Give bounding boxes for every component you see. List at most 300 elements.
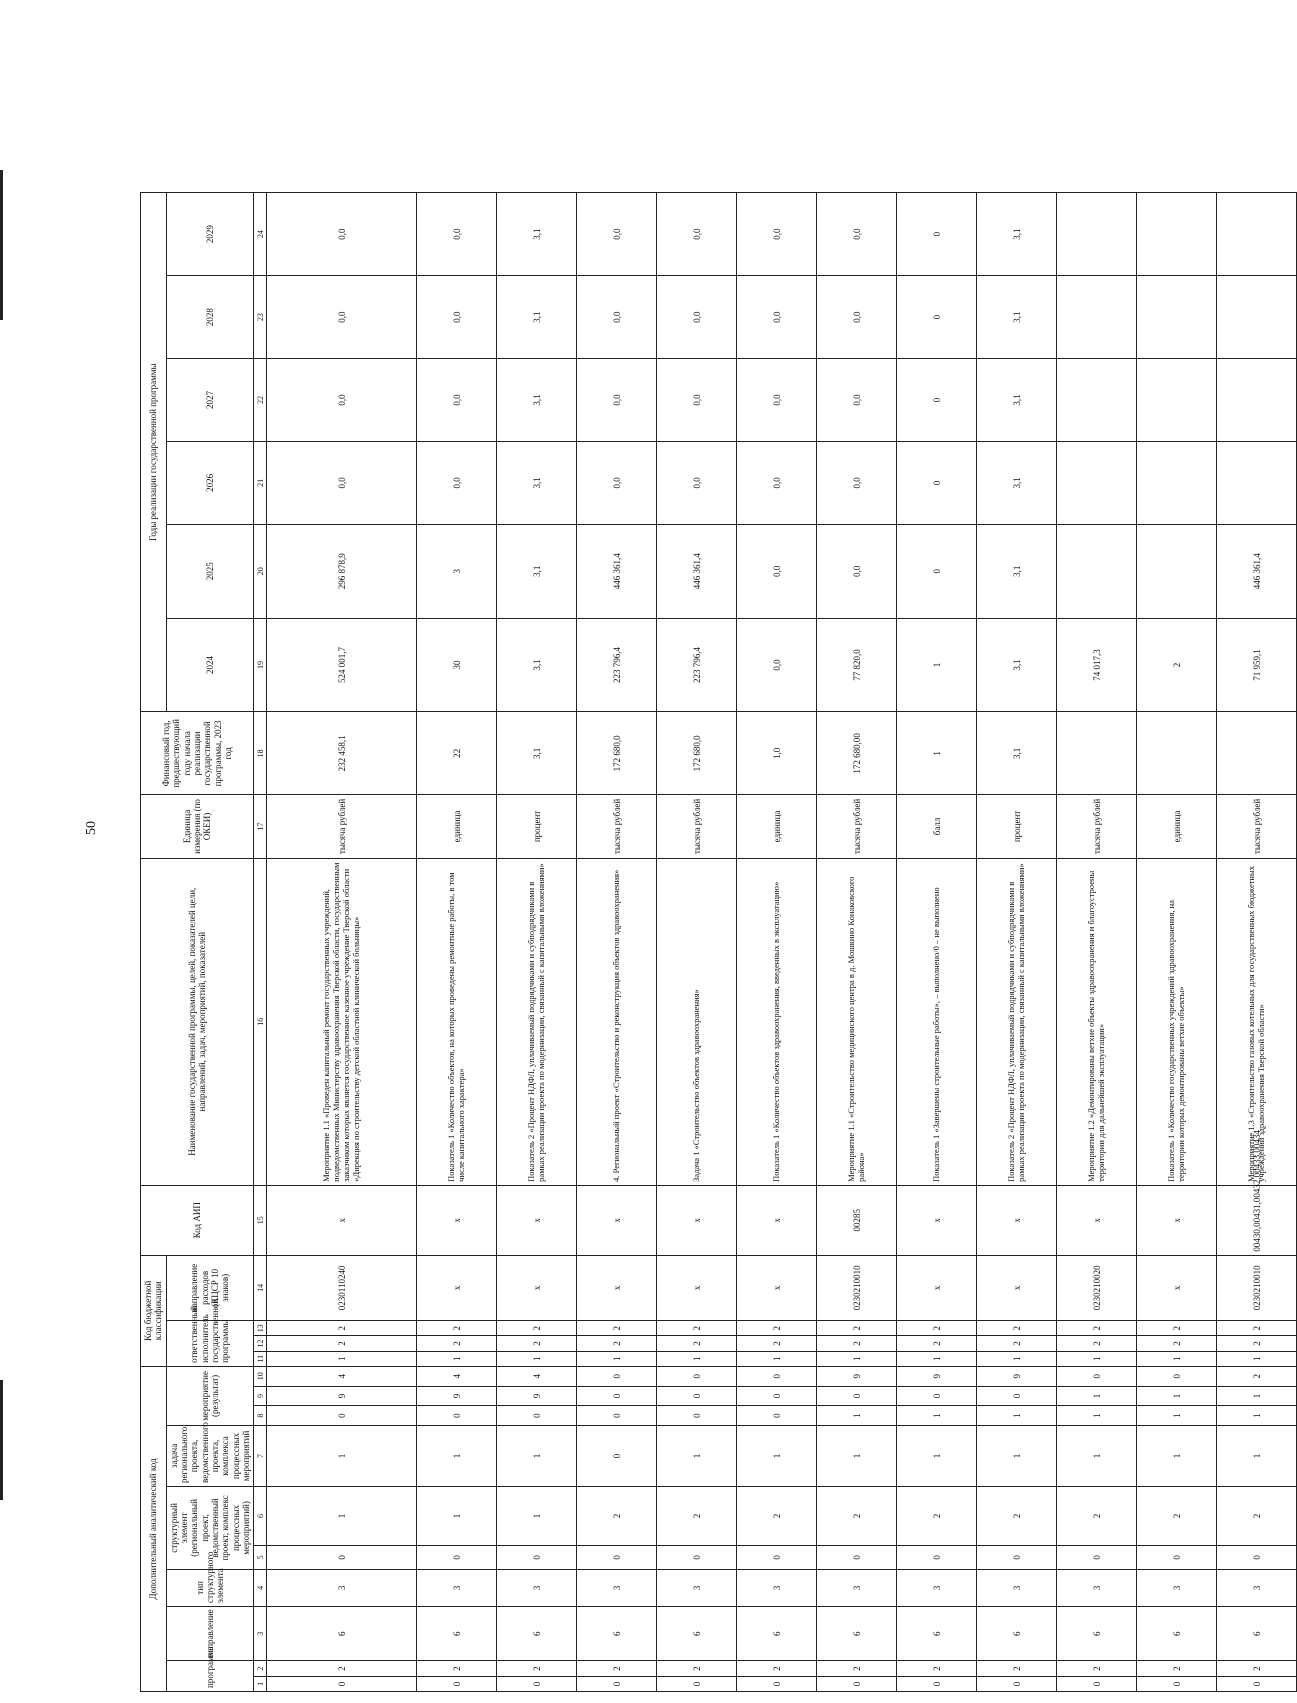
base-year-value-cell (1137, 712, 1217, 795)
code-cell: 2 (267, 1321, 417, 1336)
code-cell: 1 (1137, 1406, 1217, 1426)
code-cell: 1 (1057, 1386, 1137, 1406)
base-year-value-cell: 22 (417, 712, 497, 795)
unit-cell: тысяча рублей (817, 795, 897, 858)
code-cell: 2 (1217, 1321, 1297, 1336)
code-cell: 9 (897, 1366, 977, 1386)
code-cell: 1 (417, 1425, 497, 1486)
code-cell: 0 (1057, 1545, 1137, 1569)
year-value-cell: 0,0 (737, 193, 817, 276)
year-value-cell (1217, 276, 1297, 359)
code-cell: 1 (817, 1406, 897, 1426)
code-cell: 9 (417, 1386, 497, 1406)
aip-code-cell: х (897, 1185, 977, 1255)
column-number: 2 (254, 1661, 267, 1676)
code-cell: 3 (497, 1569, 577, 1606)
column-number: 9 (254, 1386, 267, 1406)
table-row (267, 193, 417, 1692)
year-value-cell: 0,0 (417, 276, 497, 359)
unit-cell: балл (897, 795, 977, 858)
column-number: 4 (254, 1569, 267, 1606)
code-cell: 2 (1137, 1661, 1217, 1676)
item-name-cell: Мероприятие 1.3 «Строительство газовых котельных для государственных бюджетных учреждений здравоохранения Тверской области» (1217, 858, 1297, 1185)
code-cell: 2 (897, 1661, 977, 1676)
code-cell: 3 (817, 1569, 897, 1606)
code-cell: 0 (817, 1676, 897, 1691)
column-number: 23 (254, 276, 267, 359)
expense-code-cell: 0230210010 (1217, 1255, 1297, 1320)
code-cell: 0 (817, 1386, 897, 1406)
code-cell: 2 (417, 1336, 497, 1351)
code-cell: 2 (577, 1336, 657, 1351)
year-value-cell: 0,0 (577, 441, 657, 524)
code-cell: 0 (897, 1545, 977, 1569)
year-value-cell: 0,0 (737, 618, 817, 712)
code-cell: 2 (817, 1336, 897, 1351)
code-cell: 3 (1057, 1569, 1137, 1606)
column-number: 1 (254, 1676, 267, 1691)
code-cell: 2 (1137, 1486, 1217, 1545)
code-cell: 2 (1137, 1336, 1217, 1351)
year-value-cell: 3,1 (497, 524, 577, 618)
column-number: 14 (254, 1255, 267, 1320)
year-value-cell: 3,1 (977, 618, 1057, 712)
year-value-cell (1137, 524, 1217, 618)
header-type: тип структурного элемента (166, 1569, 254, 1606)
year-value-cell: 296 878,9 (267, 524, 417, 618)
code-cell: 0 (267, 1545, 417, 1569)
code-cell: 0 (657, 1366, 737, 1386)
code-cell: 2 (897, 1321, 977, 1336)
expense-code-cell: 0230210010 (817, 1255, 897, 1320)
code-cell: 6 (577, 1606, 657, 1661)
code-cell: 0 (267, 1676, 417, 1691)
code-cell: 0 (1057, 1676, 1137, 1691)
code-cell: 1 (1137, 1351, 1217, 1366)
year-value-cell: 0,0 (267, 359, 417, 442)
year-value-cell: 3,1 (497, 359, 577, 442)
base-year-value-cell: 3,1 (497, 712, 577, 795)
header-year-2028: 2028 (166, 276, 254, 359)
aip-code-cell: 00430,00431,00432,00433,00434 (1217, 1185, 1297, 1255)
aip-code-cell: х (497, 1185, 577, 1255)
year-value-cell: 0,0 (817, 441, 897, 524)
code-cell: 2 (897, 1486, 977, 1545)
code-cell: 2 (1217, 1336, 1297, 1351)
code-cell: 0 (1137, 1545, 1217, 1569)
code-cell: 3 (1217, 1569, 1297, 1606)
year-value-cell: 30 (417, 618, 497, 712)
aip-code-cell: х (577, 1185, 657, 1255)
year-value-cell: 446 361,4 (577, 524, 657, 618)
year-value-cell: 223 796,4 (577, 618, 657, 712)
expense-code-cell: х (977, 1255, 1057, 1320)
code-cell: 1 (417, 1486, 497, 1545)
year-value-cell: 446 361,4 (657, 524, 737, 618)
code-cell: 0 (657, 1676, 737, 1691)
code-cell: 2 (817, 1661, 897, 1676)
code-cell: 0 (577, 1386, 657, 1406)
code-cell: 2 (977, 1661, 1057, 1676)
aip-code-cell: х (657, 1185, 737, 1255)
code-cell: 9 (497, 1386, 577, 1406)
year-value-cell: 0,0 (737, 276, 817, 359)
year-value-cell: 0 (897, 193, 977, 276)
code-cell: 1 (817, 1351, 897, 1366)
code-cell: 2 (657, 1321, 737, 1336)
year-value-cell: 0,0 (817, 276, 897, 359)
code-cell: 9 (817, 1366, 897, 1386)
code-cell: 0 (1057, 1366, 1137, 1386)
code-cell: 2 (977, 1336, 1057, 1351)
unit-cell: тысяча рублей (1217, 795, 1297, 858)
year-value-cell: 3,1 (497, 276, 577, 359)
year-value-cell: 71 959,1 (1217, 618, 1297, 712)
unit-cell: единица (417, 795, 497, 858)
code-cell: 6 (737, 1606, 817, 1661)
year-value-cell: 1 (897, 618, 977, 712)
column-number: 13 (254, 1321, 267, 1336)
year-value-cell (1137, 359, 1217, 442)
code-cell: 0 (417, 1676, 497, 1691)
expense-code-cell: 0230210020 (1057, 1255, 1137, 1320)
aip-code-cell: 00285 (817, 1185, 897, 1255)
table-row (497, 193, 577, 1692)
header-aip: Код АИП (141, 1185, 254, 1255)
code-cell: 0 (1217, 1545, 1297, 1569)
code-cell: 1 (577, 1351, 657, 1366)
code-cell: 3 (897, 1569, 977, 1606)
code-cell: 0 (1137, 1676, 1217, 1691)
header-direction: направление (166, 1606, 254, 1661)
code-cell: 9 (267, 1386, 417, 1406)
year-value-cell (1217, 193, 1297, 276)
header-unit: Единица измерения (по ОКЕИ) (141, 795, 254, 858)
year-value-cell: 3,1 (497, 193, 577, 276)
code-cell: 3 (977, 1569, 1057, 1606)
header-budget-code: Код бюджетной классификации (141, 1255, 167, 1366)
column-number-row (254, 193, 267, 1692)
year-value-cell: 3,1 (977, 276, 1057, 359)
code-cell: 2 (1217, 1366, 1297, 1386)
code-cell: 6 (897, 1606, 977, 1661)
code-cell: 1 (977, 1406, 1057, 1426)
page-number: 50 (84, 821, 99, 835)
expense-code-cell: 0230110240 (267, 1255, 417, 1320)
code-cell: 1 (897, 1406, 977, 1426)
code-cell: 4 (417, 1366, 497, 1386)
code-cell: 0 (817, 1545, 897, 1569)
code-cell: 6 (267, 1606, 417, 1661)
expense-code-cell: х (577, 1255, 657, 1320)
header-year-2029: 2029 (166, 193, 254, 276)
year-value-cell: 0,0 (817, 193, 897, 276)
year-value-cell: 0,0 (817, 359, 897, 442)
year-value-cell: 3,1 (977, 193, 1057, 276)
year-value-cell: 77 820,0 (817, 618, 897, 712)
item-name-cell: Задача 1 «Строительство объектов здравоохранения» (657, 858, 737, 1185)
code-cell: 2 (417, 1661, 497, 1676)
code-cell: 0 (497, 1406, 577, 1426)
unit-cell: единица (737, 795, 817, 858)
code-cell: 3 (417, 1569, 497, 1606)
base-year-value-cell: 3,1 (977, 712, 1057, 795)
code-cell: 2 (577, 1661, 657, 1676)
aip-code-cell: х (977, 1185, 1057, 1255)
code-cell: 0 (737, 1366, 817, 1386)
code-cell: 0 (1137, 1366, 1217, 1386)
table-row (1137, 193, 1217, 1692)
code-cell: 2 (897, 1336, 977, 1351)
table-row (1217, 193, 1297, 1692)
code-cell: 6 (817, 1606, 897, 1661)
code-cell: 1 (1217, 1386, 1297, 1406)
code-cell: 1 (817, 1425, 897, 1486)
year-value-cell: 0,0 (577, 193, 657, 276)
code-cell: 0 (577, 1406, 657, 1426)
code-cell: 0 (657, 1545, 737, 1569)
item-name-cell: Показатель 1 «Количество государственных учреждений здравоохранения, на территории которых демонтированы ветхие объекты» (1137, 858, 1217, 1185)
item-name-cell: Мероприятие 1.1 «Проведен капитальный ремонт государственных учреждений, подведомственных Министерству здравоохранения Тверской области, государственным заказчиком которых является государственное казенное учреждение Тверской области «Дирекция по строительству детской областной клинической больницы» (267, 858, 417, 1185)
code-cell: 0 (977, 1386, 1057, 1406)
column-number: 24 (254, 193, 267, 276)
code-cell: 1 (1217, 1406, 1297, 1426)
year-value-cell: 74 017,3 (1057, 618, 1137, 712)
header-row-groups (141, 193, 167, 1692)
aip-code-cell: х (417, 1185, 497, 1255)
code-cell: 2 (1057, 1486, 1137, 1545)
code-cell: 0 (577, 1425, 657, 1486)
item-name-cell: Показатель 1 «Количество объектов, на которых проведены ремонтные работы, в том числе капитального характера» (417, 858, 497, 1185)
year-value-cell (1217, 359, 1297, 442)
code-cell: 6 (497, 1606, 577, 1661)
code-cell: 2 (977, 1486, 1057, 1545)
column-number: 8 (254, 1406, 267, 1426)
year-value-cell: 0,0 (657, 276, 737, 359)
header-years-group: Годы реализации государственной программы (141, 193, 167, 712)
code-cell: 2 (267, 1336, 417, 1351)
header-year-2026: 2026 (166, 441, 254, 524)
rotated-document-table (140, 192, 1297, 1692)
code-cell: 3 (1137, 1569, 1217, 1606)
code-cell: 3 (657, 1569, 737, 1606)
year-value-cell: 0,0 (267, 276, 417, 359)
base-year-value-cell: 172 680,0 (577, 712, 657, 795)
code-cell: 0 (737, 1406, 817, 1426)
header-year-2027: 2027 (166, 359, 254, 442)
column-number: 7 (254, 1425, 267, 1486)
year-value-cell: 0,0 (737, 359, 817, 442)
code-cell: 2 (737, 1661, 817, 1676)
code-cell: 1 (267, 1351, 417, 1366)
code-cell: 0 (977, 1545, 1057, 1569)
year-value-cell: 0,0 (417, 441, 497, 524)
column-number: 3 (254, 1606, 267, 1661)
base-year-value-cell: 172 680,0 (657, 712, 737, 795)
code-cell: 1 (497, 1425, 577, 1486)
year-value-cell: 0,0 (417, 193, 497, 276)
code-cell: 0 (577, 1676, 657, 1691)
code-cell: 6 (417, 1606, 497, 1661)
year-value-cell (1057, 359, 1137, 442)
code-cell: 0 (577, 1366, 657, 1386)
code-cell: 2 (577, 1486, 657, 1545)
code-cell: 1 (977, 1425, 1057, 1486)
code-cell: 2 (657, 1336, 737, 1351)
year-value-cell (1137, 441, 1217, 524)
item-name-cell: Показатель 2 «Процент НДФЛ, уплачиваемый подрядчиками и субподрядчиками в рамках реализации проекта по модернизации, связанный с капитальными вложениями» (977, 858, 1057, 1185)
code-cell: 0 (977, 1676, 1057, 1691)
year-value-cell: 223 796,4 (657, 618, 737, 712)
code-cell: 0 (497, 1545, 577, 1569)
code-cell: 6 (657, 1606, 737, 1661)
year-value-cell: 3,1 (977, 359, 1057, 442)
unit-cell: тысяча рублей (657, 795, 737, 858)
code-cell: 2 (267, 1661, 417, 1676)
scan-edge-mark (0, 170, 3, 320)
header-base-year: Финансовый год, предшествующий году начала реализации государственной программы, 2023 год (141, 712, 254, 795)
code-cell: 2 (497, 1321, 577, 1336)
base-year-value-cell (1217, 712, 1297, 795)
code-cell: 1 (417, 1351, 497, 1366)
base-year-value-cell: 1 (897, 712, 977, 795)
expense-code-cell: х (1137, 1255, 1217, 1320)
code-cell: 2 (497, 1336, 577, 1351)
year-value-cell: 3 (417, 524, 497, 618)
item-name-cell: Мероприятие 1.1 «Строительство медицинского центра в д. Мошкино Конаковского района» (817, 858, 897, 1185)
code-cell: 2 (737, 1336, 817, 1351)
code-cell: 1 (897, 1425, 977, 1486)
column-number: 19 (254, 618, 267, 712)
code-cell: 1 (737, 1351, 817, 1366)
column-number: 16 (254, 858, 267, 1185)
code-cell: 2 (977, 1321, 1057, 1336)
code-cell: 4 (497, 1366, 577, 1386)
code-cell: 1 (897, 1351, 977, 1366)
year-value-cell: 446 361,4 (1217, 524, 1297, 618)
year-value-cell: 0 (897, 524, 977, 618)
code-cell: 2 (1057, 1336, 1137, 1351)
table-row (577, 193, 657, 1692)
code-cell: 4 (267, 1366, 417, 1386)
year-value-cell: 0,0 (737, 441, 817, 524)
column-number: 15 (254, 1185, 267, 1255)
code-cell: 3 (737, 1569, 817, 1606)
code-cell: 0 (417, 1406, 497, 1426)
code-cell: 0 (657, 1406, 737, 1426)
code-cell: 1 (497, 1486, 577, 1545)
code-cell: 0 (737, 1386, 817, 1406)
aip-code-cell: х (1057, 1185, 1137, 1255)
code-cell: 6 (1217, 1606, 1297, 1661)
code-cell: 0 (897, 1676, 977, 1691)
column-number: 12 (254, 1336, 267, 1351)
code-cell: 6 (977, 1606, 1057, 1661)
year-value-cell (1057, 441, 1137, 524)
code-cell: 1 (497, 1351, 577, 1366)
code-cell: 2 (417, 1321, 497, 1336)
year-value-cell (1057, 193, 1137, 276)
code-cell: 1 (267, 1425, 417, 1486)
code-cell: 1 (1217, 1351, 1297, 1366)
code-cell: 0 (417, 1545, 497, 1569)
code-cell: 3 (577, 1569, 657, 1606)
year-value-cell: 3,1 (977, 441, 1057, 524)
year-value-cell: 3,1 (497, 441, 577, 524)
item-name-cell: Мероприятие 1.2 «Демонтированы ветхие объекты здравоохранения и благоустроены территории для дальнейшей эксплуатации» (1057, 858, 1137, 1185)
unit-cell: единица (1137, 795, 1217, 858)
year-value-cell (1057, 276, 1137, 359)
code-cell: 2 (1217, 1661, 1297, 1676)
code-cell: 0 (657, 1386, 737, 1406)
year-value-cell: 0 (897, 441, 977, 524)
code-cell: 0 (737, 1545, 817, 1569)
code-cell: 0 (737, 1676, 817, 1691)
table-row (817, 193, 897, 1692)
code-cell: 1 (1057, 1406, 1137, 1426)
item-name-cell: Показатель 1 «Количество объектов здравоохранения, введенных в эксплуатацию» (737, 858, 817, 1185)
year-value-cell: 3,1 (977, 524, 1057, 618)
table-row (657, 193, 737, 1692)
year-value-cell: 0 (897, 276, 977, 359)
column-number: 10 (254, 1366, 267, 1386)
code-cell: 6 (1057, 1606, 1137, 1661)
table-row (1057, 193, 1137, 1692)
code-cell: 1 (657, 1351, 737, 1366)
code-cell: 1 (1057, 1351, 1137, 1366)
header-measure: мероприятие (результат) (166, 1366, 254, 1425)
code-cell: 3 (267, 1569, 417, 1606)
code-cell: 2 (737, 1486, 817, 1545)
code-cell: 1 (977, 1351, 1057, 1366)
code-cell: 1 (737, 1425, 817, 1486)
table-row (417, 193, 497, 1692)
table-row (897, 193, 977, 1692)
expense-code-cell: х (497, 1255, 577, 1320)
year-value-cell: 0,0 (657, 441, 737, 524)
year-value-cell: 0,0 (737, 524, 817, 618)
base-year-value-cell (1057, 712, 1137, 795)
code-cell: 1 (1137, 1425, 1217, 1486)
base-year-value-cell: 172 680,00 (817, 712, 897, 795)
code-cell: 2 (817, 1486, 897, 1545)
header-expense: направление расходов (КЦСР 10 знаков) (166, 1255, 254, 1320)
item-name-cell: Показатель 2 «Процент НДФЛ, уплачиваемый подрядчиками и субподрядчиками в рамках реализации проекта по модернизации, связанный с капитальными вложениями» (497, 858, 577, 1185)
year-value-cell: 0,0 (577, 276, 657, 359)
column-number: 6 (254, 1486, 267, 1545)
code-cell: 2 (1217, 1486, 1297, 1545)
aip-code-cell: х (1137, 1185, 1217, 1255)
code-cell: 2 (577, 1321, 657, 1336)
header-struct: структурный элемент (региональный проект, ведомственный проект, комплекс процессных мероприятий) (166, 1486, 254, 1569)
year-value-cell: 0,0 (657, 193, 737, 276)
unit-cell: тысяча рублей (577, 795, 657, 858)
code-cell: 1 (657, 1425, 737, 1486)
unit-cell: тысяча рублей (267, 795, 417, 858)
code-cell: 2 (657, 1661, 737, 1676)
year-value-cell (1137, 193, 1217, 276)
column-number: 22 (254, 359, 267, 442)
column-number: 11 (254, 1351, 267, 1366)
expense-code-cell: х (737, 1255, 817, 1320)
unit-cell: тысяча рублей (1057, 795, 1137, 858)
year-value-cell: 2 (1137, 618, 1217, 712)
column-number: 17 (254, 795, 267, 858)
code-cell: 2 (1057, 1661, 1137, 1676)
base-year-value-cell: 1,0 (737, 712, 817, 795)
expense-code-cell: х (657, 1255, 737, 1320)
code-cell: 0 (497, 1676, 577, 1691)
